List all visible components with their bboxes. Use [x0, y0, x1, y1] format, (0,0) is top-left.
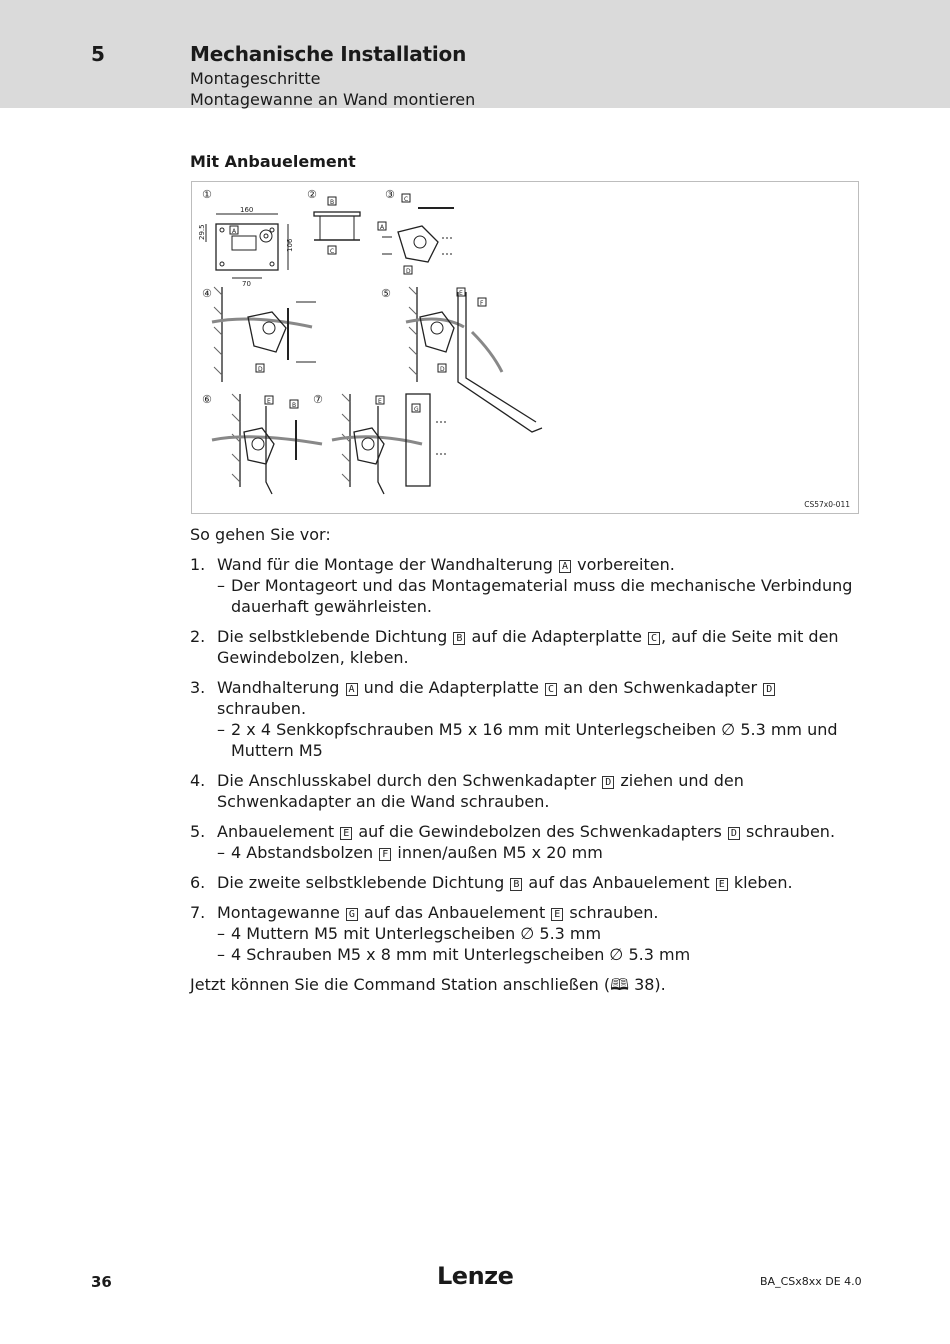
step-text: 4 Abstandsbolzen	[231, 843, 379, 862]
doc-reference: BA_CSx8xx DE 4.0	[760, 1275, 862, 1288]
svg-text:E: E	[378, 398, 382, 405]
step-marker-2: ②	[307, 188, 317, 201]
step-text: schrauben.	[217, 699, 307, 718]
svg-text:G: G	[414, 406, 419, 413]
installation-figure	[191, 181, 859, 514]
step-text: 4 Muttern M5 mit Unterlegscheiben ∅ 5.3 mm	[231, 924, 602, 943]
panel-7-wall	[332, 394, 448, 494]
intro-text: So gehen Sie vor:	[190, 525, 331, 544]
dash-bullet: –	[217, 720, 225, 739]
subtitle-2: Montagewanne an Wand montieren	[190, 90, 476, 109]
outro-text: Jetzt können Sie die Command Station anschließen (🕮 38).	[190, 975, 666, 994]
step-text: Die Anschlusskabel durch den Schwenkadapter	[217, 771, 602, 790]
step-text: , auf die Seite mit den Gewindebolzen, kleben.	[217, 627, 839, 667]
svg-text:70: 70	[242, 280, 251, 288]
step-item	[190, 554, 870, 617]
step-text: innen/außen M5 x 20 mm	[392, 843, 603, 862]
step-body	[217, 821, 870, 842]
step-text: 2 x 4 Senkkopfschrauben M5 x 16 mm mit Unterlegscheiben ∅ 5.3 mm und Muttern M5	[231, 720, 838, 760]
step-marker-4: ④	[202, 287, 212, 300]
svg-text:E: E	[459, 290, 463, 297]
step-body	[217, 872, 870, 893]
step-text: Wand für die Montage der Wandhalterung	[217, 555, 559, 574]
dash-bullet: –	[217, 843, 225, 862]
step-sub-item	[190, 944, 870, 965]
step-item	[190, 626, 870, 668]
step-text: Der Montageort und das Montagematerial muss die mechanische Verbindung dauerhaft gewährleisten.	[231, 576, 853, 616]
svg-text:D: D	[440, 366, 445, 373]
step-number: 7.	[190, 903, 206, 922]
callout-letter: G	[346, 908, 358, 921]
step-sub-item	[190, 842, 870, 863]
page-header	[0, 0, 950, 108]
svg-text:C: C	[404, 196, 409, 203]
callout-letter: F	[379, 848, 391, 861]
steps-list	[190, 554, 870, 965]
subtitle-1: Montageschritte	[190, 69, 321, 88]
panel-6-wall	[212, 394, 322, 494]
step-body	[217, 902, 870, 923]
svg-text:B: B	[292, 402, 297, 409]
step-text: auf die Gewindebolzen des Schwenkadapters	[353, 822, 727, 841]
step-number: 3.	[190, 678, 206, 697]
lenze-logo: Lenze	[437, 1262, 514, 1290]
section-title: Mit Anbauelement	[190, 152, 356, 171]
page-number: 36	[91, 1273, 112, 1291]
panel-4-wall	[212, 287, 316, 382]
figure-id: CS57x0-011	[804, 500, 850, 509]
step-text: schrauben.	[740, 822, 836, 841]
step-number: 2.	[190, 627, 206, 646]
callout-letter: E	[551, 908, 563, 921]
step-text: auf die Adapterplatte	[466, 627, 648, 646]
dash-bullet: –	[217, 576, 225, 595]
step-text: Die selbstklebende Dichtung	[217, 627, 453, 646]
step-text: 4 Schrauben M5 x 8 mm mit Unterlegscheiben ∅ 5.3 mm	[231, 945, 691, 964]
step-sub-item	[190, 719, 870, 761]
svg-text:A: A	[232, 228, 237, 235]
step-body	[217, 677, 870, 719]
panel-5-wall	[406, 287, 542, 432]
panel-3-adapter	[378, 194, 454, 275]
callout-letter: E	[340, 827, 352, 840]
panel-1-bracket	[198, 206, 294, 288]
step-body	[217, 626, 870, 668]
step-item	[190, 821, 870, 863]
dash-bullet: –	[217, 945, 225, 964]
callout-letter: E	[716, 878, 728, 891]
chapter-number: 5	[91, 42, 105, 66]
step-item	[190, 872, 870, 893]
step-text: vorbereiten.	[572, 555, 675, 574]
step-text: auf das Anbauelement	[523, 873, 715, 892]
svg-text:106: 106	[286, 238, 294, 252]
step-number: 1.	[190, 555, 206, 574]
svg-text:A: A	[380, 224, 385, 231]
step-text: und die Adapterplatte	[358, 678, 545, 697]
callout-letter: D	[763, 683, 775, 696]
svg-text:29.5: 29.5	[198, 224, 206, 240]
callout-letter: D	[602, 776, 614, 789]
panel-2-plate	[314, 197, 360, 255]
svg-text:E: E	[267, 398, 271, 405]
dash-bullet: –	[217, 924, 225, 943]
step-body	[217, 770, 870, 812]
step-text: Anbauelement	[217, 822, 340, 841]
callout-letter: C	[545, 683, 557, 696]
callout-letter: A	[346, 683, 358, 696]
step-sub-item	[190, 575, 870, 617]
step-marker-7: ⑦	[313, 393, 323, 406]
step-number: 4.	[190, 771, 206, 790]
step-number: 6.	[190, 873, 206, 892]
step-text: kleben.	[728, 873, 793, 892]
svg-text:B: B	[330, 199, 335, 206]
step-marker-5: ⑤	[381, 287, 391, 300]
step-text: Montagewanne	[217, 903, 345, 922]
chapter-title: Mechanische Installation	[190, 42, 467, 66]
svg-text:F: F	[480, 300, 484, 307]
step-sub-item	[190, 923, 870, 944]
step-text: Die zweite selbstklebende Dichtung	[217, 873, 510, 892]
step-text: schrauben.	[564, 903, 659, 922]
callout-letter: B	[453, 632, 465, 645]
installation-drawing	[192, 182, 860, 515]
svg-text:D: D	[258, 366, 263, 373]
step-item	[190, 770, 870, 812]
svg-text:160: 160	[240, 206, 254, 214]
step-body	[217, 554, 870, 575]
callout-letter: D	[728, 827, 740, 840]
step-item	[190, 902, 870, 965]
step-text: ziehen und den Schwenkadapter an die Wand schrauben.	[217, 771, 744, 811]
step-text: an den Schwenkadapter	[558, 678, 763, 697]
callout-letter: C	[648, 632, 660, 645]
instructions	[190, 520, 870, 995]
callout-letter: B	[510, 878, 522, 891]
step-text: auf das Anbauelement	[358, 903, 551, 922]
step-item	[190, 677, 870, 761]
step-marker-1: ①	[202, 188, 212, 201]
callout-letter: A	[559, 560, 571, 573]
step-text: Wandhalterung	[217, 678, 345, 697]
svg-text:C: C	[330, 248, 335, 255]
step-marker-3: ③	[385, 188, 395, 201]
step-number: 5.	[190, 822, 206, 841]
step-marker-6: ⑥	[202, 393, 212, 406]
svg-text:D: D	[406, 268, 411, 275]
